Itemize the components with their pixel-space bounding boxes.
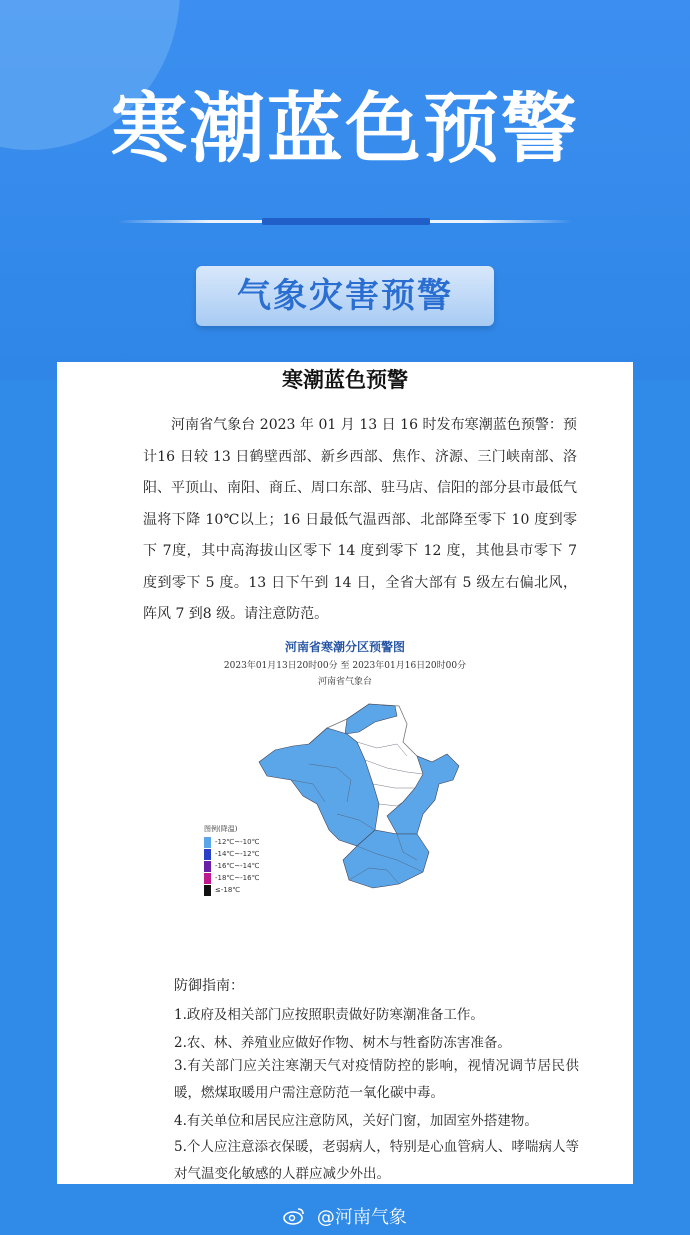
defense-guide-title: 防御指南： — [174, 978, 244, 994]
defense-guide-item: 5.个人应注意添衣保暖，老弱病人，特别是心血管病人、哮喘病人等对气温变化敏感的人群应减少外出。 — [174, 1139, 579, 1182]
map-legend — [204, 824, 284, 896]
header-divider-accent — [262, 218, 430, 225]
legend-swatch — [204, 885, 211, 896]
legend-item — [204, 872, 284, 884]
defense-guide-item: 2.农、林、养殖业应做好作物、树木与牲畜防冻害准备。 — [174, 1035, 511, 1051]
map-title: 河南省寒潮分区预警图 — [284, 640, 405, 654]
legend-swatch — [204, 837, 211, 848]
category-badge: 气象灾害预警 — [196, 266, 494, 326]
legend-title: 图例(降温) — [204, 825, 238, 833]
legend-label: -12℃~-10℃ — [215, 838, 260, 846]
legend-swatch — [204, 873, 211, 884]
footer-watermark — [0, 1203, 690, 1230]
legend-swatch — [204, 861, 211, 872]
document-title: 寒潮蓝色预警 — [282, 367, 408, 392]
legend-label: -16℃~-14℃ — [215, 862, 260, 870]
legend-item — [204, 884, 284, 896]
legend-label: -14℃~-12℃ — [215, 850, 260, 858]
legend-item — [204, 836, 284, 848]
defense-guide-item: 1.政府及相关部门应按照职责做好防寒潮准备工作。 — [174, 1007, 484, 1023]
footer-account: @河南气象 — [316, 1207, 407, 1228]
map-organization: 河南省气象台 — [317, 677, 372, 687]
legend-item — [204, 848, 284, 860]
map-subtitle: 2023年01月13日20时00分 至 2023年01月16日20时00分 — [223, 661, 467, 671]
poster-headline: 寒潮蓝色预警 — [111, 84, 579, 173]
legend-item — [204, 860, 284, 872]
document-paragraph: 河南省气象台 2023 年 01 月 13 日 16 时发布寒潮蓝色预警：预计16 日较 13 日鹤壁西部、新乡西部、焦作、济源、三门峡南部、洛阳、平顶山、南阳、商丘、周口东部、驻马店、信阳的部分县市最低气温将下降 10℃以上；16 日最低气温西部、北部降至零下 10 度到零下 7度，其中高海拔山区零下 14 度到零下 12 度，其他县市零下 7 度到零下 5 度。13 日下午到 14 日，全省大部有 5 级左右偏北风，阵风 7 到8 级。请注意防范。 — [143, 417, 577, 622]
legend-label: ≤-18℃ — [215, 886, 241, 894]
legend-label: -18℃~-16℃ — [215, 874, 260, 882]
defense-guide-item: 3.有关部门应关注寒潮天气对疫情防控的影响，视情况调节居民供暖，燃煤取暖用户需注意防范一氧化碳中毒。 — [174, 1058, 579, 1101]
weibo-icon — [283, 1207, 305, 1230]
warning-document — [57, 362, 633, 1184]
legend-swatch — [204, 849, 211, 860]
defense-guide-item: 4.有关单位和居民应注意防风，关好门窗，加固室外搭建物。 — [174, 1113, 538, 1129]
